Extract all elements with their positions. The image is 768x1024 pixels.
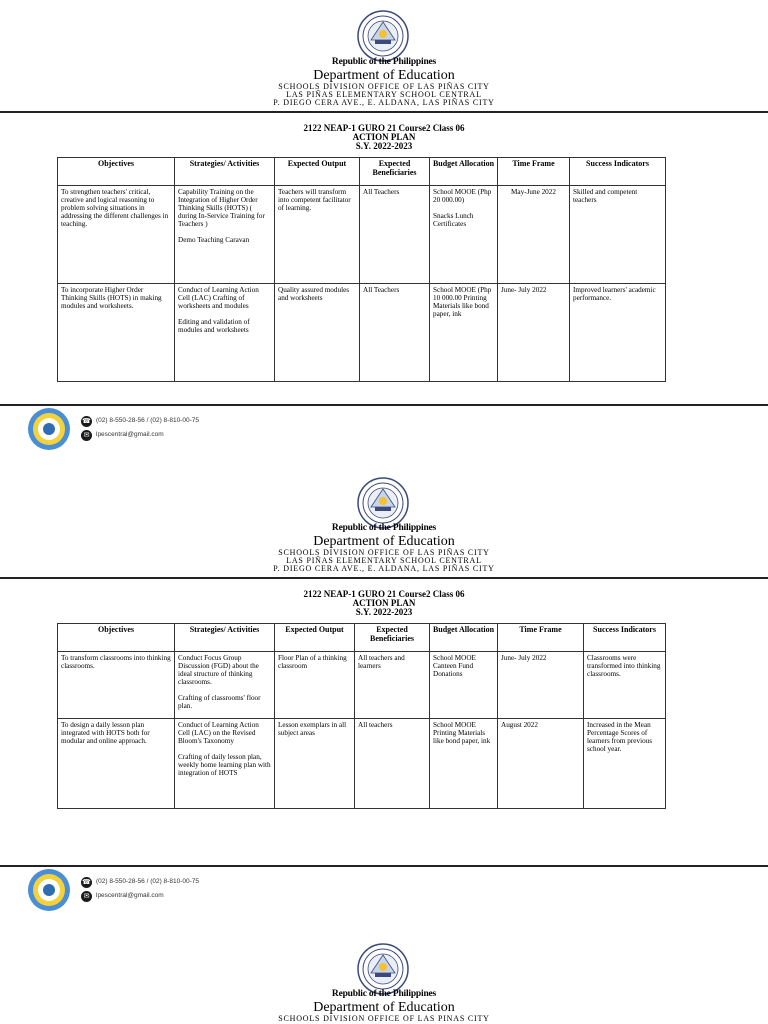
strategies-cell — [175, 719, 275, 809]
address-line-3: P. DIEGO CERA AVE., E. ALDANA, LAS PIÑAS CITY — [273, 564, 495, 573]
beneficiaries-cell: All teachers and learners — [355, 652, 430, 719]
col-header-output: Expected Output — [275, 624, 355, 652]
address-line-1: SCHOOLS DIVISION OFFICE OF LAS PIÑAS CITY — [278, 1015, 490, 1023]
col-header-time-frame: Time Frame — [498, 158, 570, 186]
footer-divider — [0, 865, 768, 867]
mail-icon: ✉ — [81, 891, 92, 902]
budget-cell: School MOOE (Php 10 000.00 Printing Materials like bond paper, ink — [430, 284, 498, 382]
strategies-cell — [175, 284, 275, 382]
time-frame-cell: May-June 2022 — [498, 186, 570, 284]
strategies-cell — [175, 652, 275, 719]
school-logo-icon — [27, 868, 71, 912]
plan-title-line2: ACTION PLAN — [352, 598, 416, 608]
objective-cell: To design a daily lesson plan integrated with HOTS both for modular and online approach. — [58, 719, 175, 809]
plan-title-line2: ACTION PLAN — [352, 132, 416, 142]
action-plan-table — [57, 623, 666, 809]
strategy-item: Crafting of classrooms' floor plan. — [178, 694, 261, 710]
table-row — [58, 284, 666, 382]
output-cell: Teachers will transform into competent facilitator of learning. — [275, 186, 360, 284]
department-name: Department of Education — [313, 534, 455, 549]
table-row — [58, 186, 666, 284]
deped-seal-icon — [357, 477, 409, 529]
republic-line: Republic of the Philippines — [331, 57, 437, 67]
footer-phone: (02) 8-550-28-56 / (02) 8-810-00-75 — [96, 878, 199, 885]
beneficiaries-cell: All Teachers — [360, 186, 430, 284]
plan-title-line1: 2122 NEAP-1 GURO 21 Course2 Class 06 — [303, 123, 465, 133]
col-header-objectives: Objectives — [58, 158, 175, 186]
time-frame-cell: June- July 2022 — [498, 652, 584, 719]
footer-email: lpescentral@gmail.com — [96, 892, 164, 899]
strategies-cell — [175, 186, 275, 284]
objective-cell: To incorporate Higher Order Thinking Skills (HOTS) in making modules and worksheets. — [58, 284, 175, 382]
plan-title-line1: 2122 NEAP-1 GURO 21 Course2 Class 06 — [303, 589, 465, 599]
phone-icon: ☎ — [82, 417, 91, 425]
header-divider — [0, 111, 768, 113]
col-header-beneficiaries: Expected Beneficiaries — [360, 158, 430, 186]
republic-line: Republic of the Philippines — [331, 989, 437, 999]
output-cell: Floor Plan of a thinking classroom — [275, 652, 355, 719]
strategy-item: Editing and validation of modules and worksheets — [178, 318, 250, 334]
header-divider — [0, 577, 768, 579]
col-header-strategies: Strategies/ Activities — [175, 624, 275, 652]
phone-icon: ☎ — [82, 878, 91, 886]
budget-item: School MOOE (Php 20 000.00) — [433, 188, 492, 204]
mail-icon: ✉ — [81, 430, 92, 441]
table-row — [58, 719, 666, 809]
strategy-item: Demo Teaching Caravan — [178, 236, 250, 244]
strategy-item: Conduct of Learning Action Cell (LAC) on the Revised Bloom's Taxonomy — [178, 721, 259, 745]
footer-divider — [0, 404, 768, 406]
output-cell: Lesson exemplars in all subject areas — [275, 719, 355, 809]
budget-cell — [430, 186, 498, 284]
department-name: Department of Education — [313, 1000, 455, 1015]
department-name: Department of Education — [313, 68, 455, 83]
col-header-strategies: Strategies/ Activities — [175, 158, 275, 186]
beneficiaries-cell: All Teachers — [360, 284, 430, 382]
indicators-cell: Increased in the Mean Percentage Scores of learners from previous school year. — [584, 719, 666, 809]
objective-cell: To strengthen teachers' critical, creative and logical reasoning to problem solving situations in addressing the different challenges in teaching. — [58, 186, 175, 284]
strategy-item: Capability Training on the Integration of Higher Order Thinking Skills (HOTS) ( during In-Service Training for Teachers ) — [178, 188, 265, 228]
col-header-output: Expected Output — [275, 158, 360, 186]
col-header-indicators: Success Indicators — [570, 158, 666, 186]
indicators-cell: Improved learners' academic performance. — [570, 284, 666, 382]
strategy-item: Crafting of daily lesson plan, weekly home learning plan with integration of HOTS — [178, 753, 271, 777]
republic-line: Republic of the Philippines — [331, 523, 437, 533]
address-line-1: SCHOOLS DIVISION OFFICE OF LAS PIÑAS CITY — [278, 548, 490, 557]
budget-item: Snacks Lunch Certificates — [433, 212, 474, 228]
col-header-objectives: Objectives — [58, 624, 175, 652]
deped-seal-icon — [357, 943, 409, 995]
deped-seal-icon — [357, 10, 409, 62]
strategy-item: Conduct of Learning Action Cell (LAC) Crafting of worksheets and modules — [178, 286, 259, 310]
budget-cell: School MOOE Printing Materials like bond paper, ink — [430, 719, 498, 809]
address-line-1: SCHOOLS DIVISION OFFICE OF LAS PIÑAS CITY — [278, 82, 490, 91]
col-header-time-frame: Time Frame — [498, 624, 584, 652]
indicators-cell: Classrooms were transformed into thinking classrooms. — [584, 652, 666, 719]
objective-cell: To transform classrooms into thinking classrooms. — [58, 652, 175, 719]
col-header-beneficiaries: Expected Beneficiaries — [355, 624, 430, 652]
action-plan-table — [57, 157, 666, 382]
footer-phone: (02) 8-550-28-56 / (02) 8-810-00-75 — [96, 417, 199, 424]
address-line-2: LAS PIÑAS ELEMENTARY SCHOOL CENTRAL — [286, 90, 482, 99]
address-line-3: P. DIEGO CERA AVE., E. ALDANA, LAS PIÑAS CITY — [273, 98, 495, 107]
beneficiaries-cell: All teachers — [355, 719, 430, 809]
indicators-cell: Skilled and competent teachers — [570, 186, 666, 284]
plan-title-line3: S.Y. 2022-2023 — [355, 607, 413, 617]
col-header-budget: Budget Allocation — [430, 624, 498, 652]
plan-title-line3: S.Y. 2022-2023 — [355, 141, 413, 151]
time-frame-cell: June- July 2022 — [498, 284, 570, 382]
footer-email: lpescentral@gmail.com — [96, 431, 164, 438]
address-line-2: LAS PIÑAS ELEMENTARY SCHOOL CENTRAL — [286, 556, 482, 565]
col-header-budget: Budget Allocation — [430, 158, 498, 186]
time-frame-cell: August 2022 — [498, 719, 584, 809]
output-cell: Quality assured modules and worksheets — [275, 284, 360, 382]
col-header-indicators: Success Indicators — [584, 624, 666, 652]
budget-cell: School MOOE Canteen Fund Donations — [430, 652, 498, 719]
table-row — [58, 652, 666, 719]
school-logo-icon — [27, 407, 71, 451]
strategy-item: Conduct Focus Group Discussion (FGD) about the ideal structure of thinking classrooms. — [178, 654, 259, 686]
